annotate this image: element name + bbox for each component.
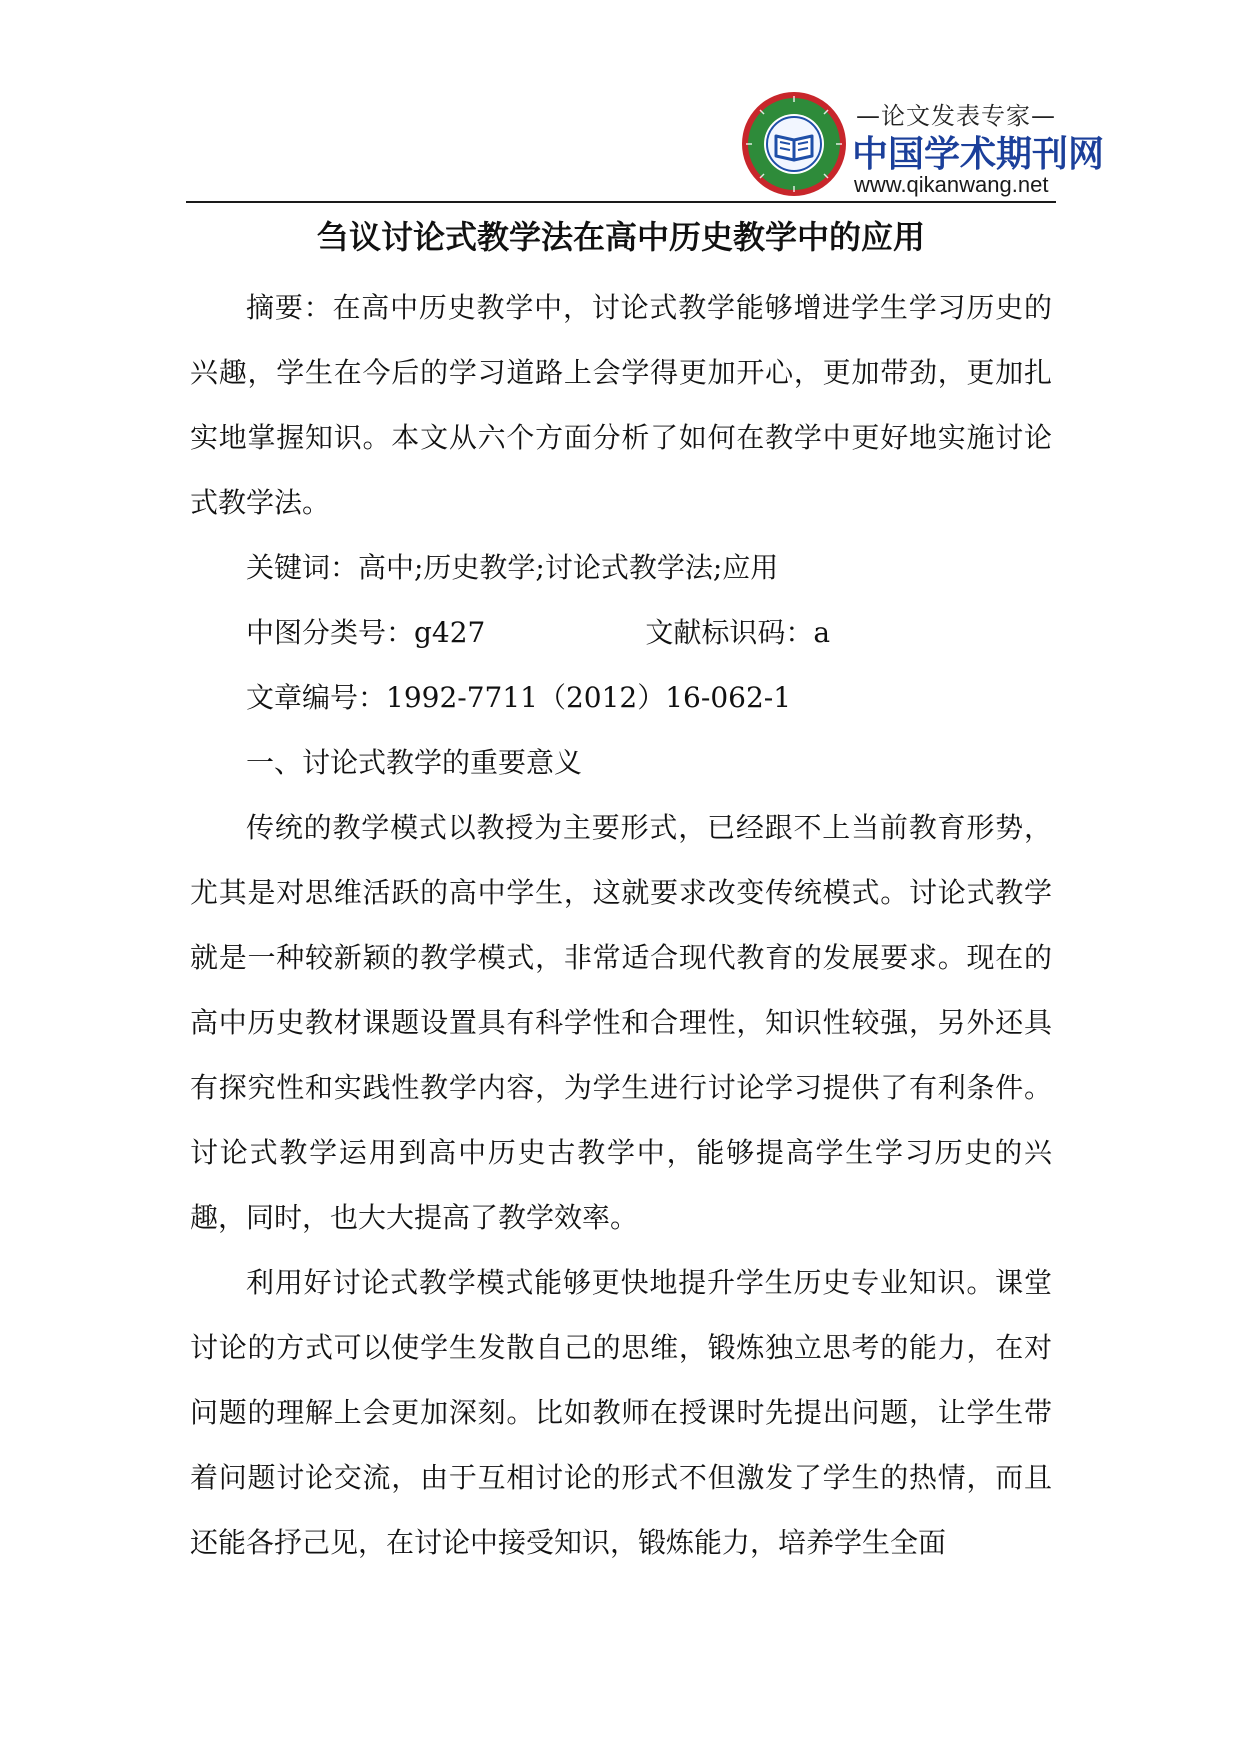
logo-name: 中国学术期刊网 <box>852 134 1105 175</box>
journal-seal-icon <box>740 90 848 198</box>
journal-logo <box>740 86 1105 204</box>
article-number: 文章编号：1992-7711（2012）16-062-1 <box>246 681 792 714</box>
article-body <box>190 275 1052 1575</box>
document-code: 文献标识码：a <box>645 616 831 649</box>
body-paragraph-2: 利用好讨论式教学模式能够更快地提升学生历史专业知识。课堂讨论的方式可以使学生发散自己的思维，锻炼独立思考的能力，在对问题的理解上会更加深刻。比如教师在授课时先提出问题，让学生带着问题讨论交流，由于互相讨论的形式不但激发了学生的热情，而且还能各抒己见，在讨论中接受知识，锻炼能力，培养学生全面 <box>190 1266 1052 1559</box>
classification-row <box>190 600 1052 665</box>
logo-url: www.qikanwang.net <box>854 172 1049 197</box>
body-paragraph-1: 传统的教学模式以教授为主要形式，已经跟不上当前教育形势，尤其是对思维活跃的高中学生，这就要求改变传统模式。讨论式教学就是一种较新颖的教学模式，非常适合现代教育的发展要求。现在的高中历史教材课题设置具有科学性和合理性，知识性较强，另外还具有探究性和实践性教学内容，为学生进行讨论学习提供了有利条件。讨论式教学运用到高中历史古教学中，能够提高学生学习历史的兴趣，同时，也大大提高了教学效率。 <box>190 811 1052 1234</box>
header-divider <box>186 201 1056 203</box>
logo-text-block <box>848 96 1105 200</box>
classification-gap <box>485 600 645 665</box>
logo-tagline: —论文发表专家— <box>856 102 1056 130</box>
clc-number: 中图分类号：g427 <box>246 616 486 649</box>
page-header <box>0 0 1241 210</box>
article-title: 刍议讨论式教学法在高中历史教学中的应用 <box>316 218 925 256</box>
section-heading-1: 一、讨论式教学的重要意义 <box>246 746 583 779</box>
abstract-paragraph: 摘要：在高中历史教学中，讨论式教学能够增进学生学习历史的兴趣，学生在今后的学习道路上会学得更加开心，更加带劲，更加扎实地掌握知识。本文从六个方面分析了如何在教学中更好地实施讨论式教学法。 <box>190 291 1052 519</box>
keywords-line: 关键词：高中;历史教学;讨论式教学法;应用 <box>246 551 779 584</box>
